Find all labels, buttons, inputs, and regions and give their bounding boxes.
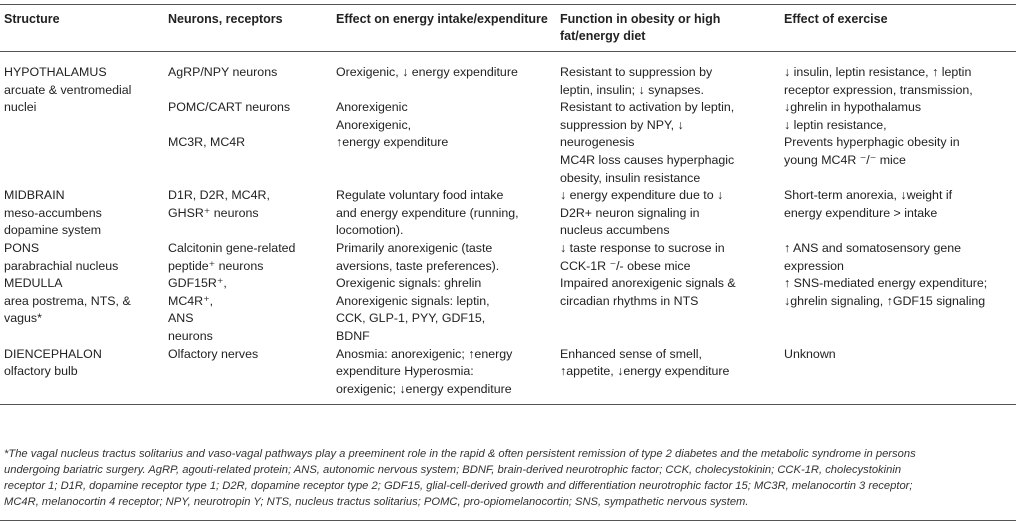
cell-line: vagus* (4, 311, 42, 326)
cell-line: BDNF (336, 328, 370, 343)
cell-line: Anorexigenic, (336, 117, 412, 132)
cell-obesity (556, 275, 780, 345)
table-row (0, 275, 1016, 345)
cell-line: leptin, insulin; ↓ synapses. (560, 82, 704, 97)
cell-neurons (164, 275, 332, 345)
cell-line: Short-term anorexia, ↓weight if (784, 188, 953, 203)
cell-line: orexigenic; ↓energy expenditure (336, 381, 512, 396)
cell-line: ↑ ANS and somatosensory gene (784, 240, 962, 255)
cell-line: receptor expression, transmission, (784, 82, 973, 97)
cell-exercise (780, 346, 1016, 405)
cell-structure (0, 240, 164, 275)
cell-line: area postrema, NTS, & (4, 293, 131, 308)
cell-line: MEDULLA (4, 276, 63, 291)
cell-line (336, 82, 552, 100)
cell-line: Primarily anorexigenic (taste (336, 240, 493, 255)
cell-line: GHSR⁺ neurons (168, 205, 259, 220)
cell-neurons (164, 52, 332, 188)
cell-structure (0, 275, 164, 345)
cell-line: Unknown (784, 346, 836, 361)
cell-line: Anorexigenic signals: leptin, (336, 293, 490, 308)
cell-line: Olfactory nerves (168, 346, 259, 361)
cell-exercise (780, 240, 1016, 275)
cell-line: CCK, GLP-1, PYY, GDF15, (336, 311, 486, 326)
cell-line: obesity, insulin resistance (560, 170, 701, 185)
cell-neurons (164, 187, 332, 240)
cell-line: circadian rhythms in NTS (560, 293, 699, 308)
cell-line: Resistant to activation by leptin, (560, 100, 735, 115)
cell-line: D1R, D2R, MC4R, (168, 188, 270, 203)
cell-line: ↓ghrelin signaling, ↑GDF15 signaling (784, 293, 986, 308)
cell-line: ↓ghrelin in hypothalamus (784, 100, 922, 115)
cell-line: peptide⁺ neurons (168, 258, 264, 273)
cell-line: HYPOTHALAMUS (4, 65, 107, 79)
cell-line: ↑appetite, ↓energy expenditure (560, 364, 730, 379)
cell-line: young MC4R ⁻/⁻ mice (784, 152, 906, 167)
cell-line: PONS (4, 240, 40, 255)
col-header-exercise: Effect of exercise (780, 5, 1016, 52)
cell-line: neurogenesis (560, 135, 635, 150)
cell-line: ↓ energy expenditure due to ↓ (560, 188, 724, 203)
cell-exercise (780, 275, 1016, 345)
cell-line: olfactory bulb (4, 364, 78, 379)
cell-line: neurons (168, 328, 213, 343)
cell-line: MC4R⁺, (168, 293, 214, 308)
cell-line: MC4R loss causes hyperphagic (560, 152, 735, 167)
cell-line: nuclei (4, 100, 37, 115)
bottom-rule (0, 520, 1016, 521)
table-footnote (4, 446, 1012, 510)
cell-line: ANS (168, 311, 194, 326)
cell-line: ↑ SNS-mediated energy expenditure; (784, 276, 988, 291)
data-table (0, 4, 1016, 405)
cell-line: expression (784, 258, 844, 273)
table-row (0, 240, 1016, 275)
cell-effect (332, 187, 556, 240)
cell-line: GDF15R⁺, (168, 276, 227, 291)
cell-line: MIDBRAIN (4, 188, 65, 203)
table-row (0, 346, 1016, 405)
cell-line: expenditure Hyperosmia: (336, 364, 474, 379)
col-header-neurons: Neurons, receptors (164, 5, 332, 52)
cell-neurons (164, 346, 332, 405)
cell-line: suppression by NPY, ↓ (560, 117, 684, 132)
cell-structure (0, 346, 164, 405)
table-row (0, 187, 1016, 240)
cell-line: arcuate & ventromedial (4, 82, 132, 97)
cell-line: meso-accumbens (4, 205, 102, 220)
footnote-line: undergoing bariatric surgery. AgRP, agouti-related protein; ANS, autonomic nervous system; BDNF, brain-derived neurotrophic factor; CCK, cholecystokinin; CCK-1R, cholecystokinin (4, 464, 902, 476)
col-header-structure: Structure (0, 5, 164, 52)
cell-line: ↑energy expenditure (336, 135, 449, 150)
cell-line: locomotion). (336, 223, 404, 238)
cell-structure (0, 187, 164, 240)
cell-line: Impaired anorexigenic signals & (560, 276, 736, 291)
cell-line: Resistant to suppression by (560, 65, 713, 79)
cell-line: MC3R, MC4R (168, 135, 246, 150)
cell-obesity (556, 346, 780, 405)
footnote-line: *The vagal nucleus tractus solitarius and vaso-vagal pathways play a preeminent role in the rapid & often persistent remission of type 2 diabetes and the metabolic syndrome in persons (4, 448, 916, 460)
cell-neurons (164, 240, 332, 275)
cell-line: Calcitonin gene-related (168, 240, 296, 255)
cell-effect (332, 275, 556, 345)
cell-exercise (780, 52, 1016, 188)
cell-line: ↓ leptin resistance, (784, 117, 887, 132)
cell-line: DIENCEPHALON (4, 346, 102, 361)
cell-exercise (780, 187, 1016, 240)
cell-line: Prevents hyperphagic obesity in (784, 135, 960, 150)
cell-line: nucleus accumbens (560, 223, 670, 238)
cell-obesity (556, 52, 780, 188)
cell-line: parabrachial nucleus (4, 258, 119, 273)
col-header-effect: Effect on energy intake/expenditure (332, 5, 556, 52)
cell-line: D2R+ neuron signaling in (560, 205, 700, 220)
col-header-obesity: Function in obesity or high fat/energy diet (556, 5, 780, 52)
cell-effect (332, 52, 556, 188)
header-row (0, 5, 1016, 52)
cell-effect (332, 240, 556, 275)
cell-obesity (556, 187, 780, 240)
cell-line: Regulate voluntary food intake (336, 188, 504, 203)
cell-line (168, 82, 328, 100)
cell-line: Orexigenic, ↓ energy expenditure (336, 65, 518, 79)
cell-line: CCK-1R ⁻/- obese mice (560, 258, 691, 273)
cell-line: Anosmia: anorexigenic; ↑energy (336, 346, 513, 361)
cell-line: energy expenditure > intake (784, 205, 938, 220)
cell-line: AgRP/NPY neurons (168, 65, 278, 79)
cell-structure (0, 52, 164, 188)
cell-line: dopamine system (4, 223, 102, 238)
cell-line: ↓ taste response to sucrose in (560, 240, 725, 255)
cell-line: Orexigenic signals: ghrelin (336, 276, 482, 291)
cell-effect (332, 346, 556, 405)
cell-line: aversions, taste preferences). (336, 258, 500, 273)
cell-line: Anorexigenic (336, 100, 408, 115)
table-row (0, 52, 1016, 188)
footnote-line: MC4R, melanocortin 4 receptor; NPY, neurotropin Y; NTS, nucleus tractus solitarius; POMC, pro-opiomelanocortin; SNS, sympathetic nervous system. (4, 496, 749, 508)
cell-line: and energy expenditure (running, (336, 205, 519, 220)
cell-line (168, 117, 328, 135)
cell-line: POMC/CART neurons (168, 100, 291, 115)
footnote-line: receptor 1; D1R, dopamine receptor type 1; D2R, dopamine receptor type 2; GDF15, glial-cell-derived growth and differentiation neurotrophic factor 15; MC3R, melanocortin 3 receptor; (4, 480, 913, 492)
cell-obesity (556, 240, 780, 275)
cell-line: ↓ insulin, leptin resistance, ↑ leptin (784, 65, 972, 79)
cell-line: Enhanced sense of smell, (560, 346, 702, 361)
